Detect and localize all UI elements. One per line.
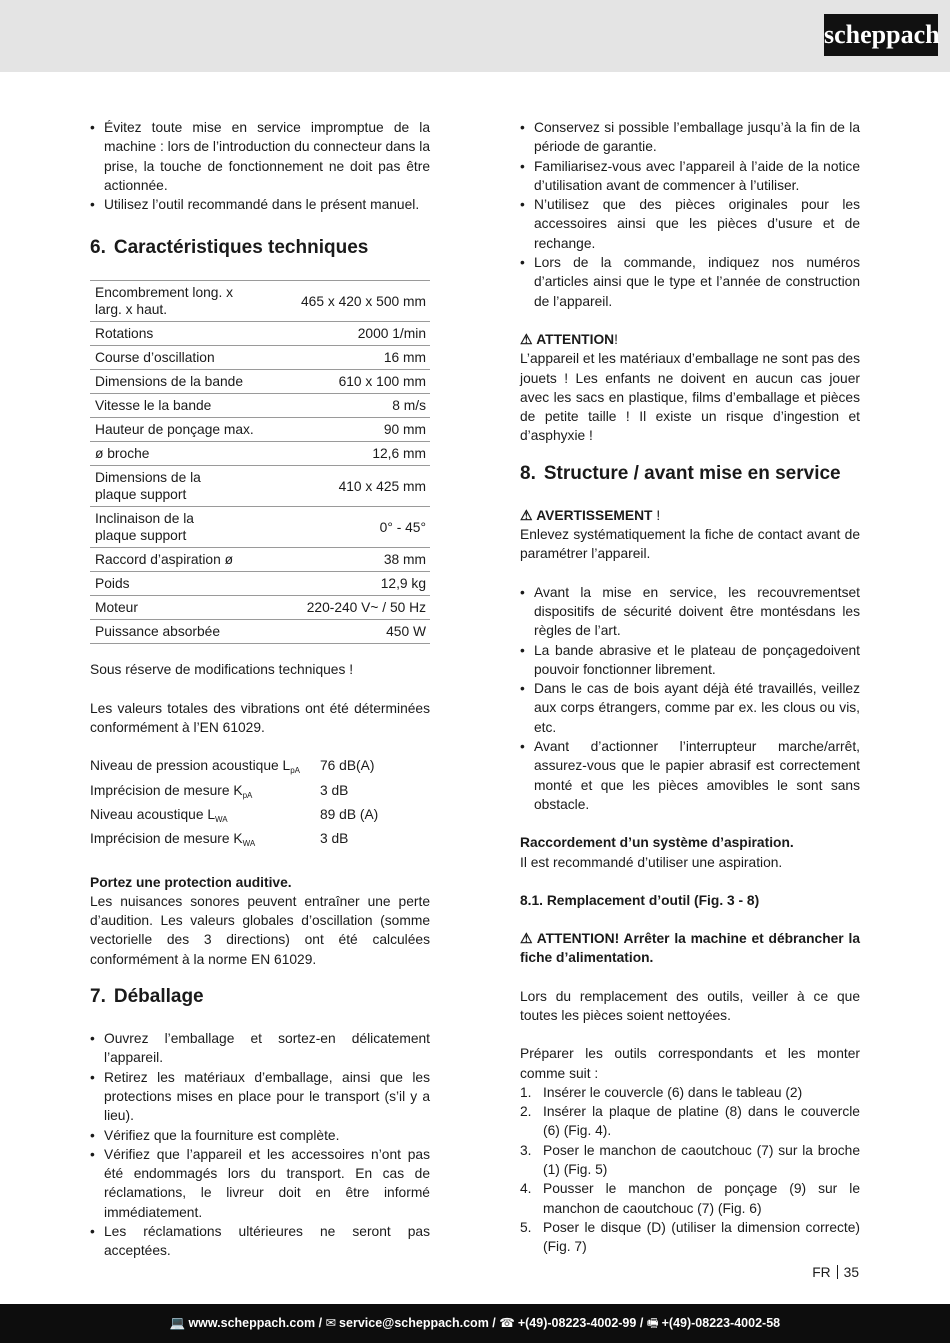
spec-label: ø broche (90, 442, 296, 466)
scheppach-logo: scheppach (824, 14, 938, 56)
page-num: 35 (843, 1265, 859, 1280)
spec-value: 12,9 kg (296, 572, 430, 596)
table-row (90, 418, 430, 442)
list-item: • Les réclamations ultérieures ne seront pas acceptées. (90, 1222, 430, 1261)
reserve-note: Sous réserve de modifications techniques ! (90, 662, 354, 678)
spec-value: 465 x 420 x 500 mm (296, 281, 430, 322)
acoustic-row (90, 781, 430, 805)
list-item: • Lors de la commande, indiquez nos numéros d’articles ainsi que le type et l’année de construction de l’appareil. (520, 253, 860, 311)
section-7-heading: 7. Déballage (90, 986, 204, 1008)
clean-text: Lors du remplacement des outils, veiller à ce que toutes les pièces soient nettoyées. (520, 988, 860, 1023)
spec-value: 450 W (296, 620, 430, 644)
spec-label: Dimensions de la plaque support (90, 466, 296, 507)
aspiration-title: Raccordement d’un système d’aspiration. (520, 835, 794, 851)
list-item: • La bande abrasive et le plateau de ponçagedoivent pouvoir fonctionner librement. (520, 641, 860, 680)
spec-value: 410 x 425 mm (296, 466, 430, 507)
list-item: 3. Poser le manchon de caoutchouc (7) sur la broche (1) (Fig. 5) (520, 1142, 860, 1178)
footer-website-link[interactable]: www.scheppach.com (188, 1316, 316, 1330)
table-row (90, 322, 430, 346)
spec-label: Moteur (90, 596, 296, 620)
right-column (520, 118, 860, 1257)
acoustic-label: Niveau acoustique L (90, 806, 216, 822)
acoustic-sub: pA (290, 766, 300, 776)
table-row (90, 620, 430, 644)
acoustic-value: 89 dB (A) (320, 806, 379, 822)
spec-value: 16 mm (296, 346, 430, 370)
list-item: • Vérifiez que la fourniture est complète. (90, 1126, 430, 1145)
warning-triangle-icon: ⚠ (520, 507, 533, 523)
table-row (90, 507, 430, 548)
spec-value: 610 x 100 mm (296, 370, 430, 394)
list-item: • Conservez si possible l’emballage jusqu’à la fin de la période de garantie. (520, 118, 860, 157)
list-item: 2. Insérer la plaque de platine (8) dans le couvercle (6) (Fig. 4). (520, 1104, 860, 1139)
list-item: • Avant d’actionner l’interrupteur marche/arrêt, assurez-vous que le papier abrasif est correctement monté et que les pièces amovibles le sont sans obstacle. (520, 737, 860, 814)
spec-value: 38 mm (296, 548, 430, 572)
aspiration-text: Il est recommandé d’utiliser une aspiration. (520, 854, 783, 870)
steps-list (520, 1083, 860, 1257)
list-item: • Ouvrez l’emballage et sortez-en délicatement l’appareil. (90, 1029, 430, 1068)
table-row (90, 466, 430, 507)
phone-icon: ☎ (499, 1316, 515, 1330)
acoustic-value: 3 dB (320, 782, 349, 798)
acoustic-row (90, 805, 430, 829)
left-column (90, 118, 430, 1261)
acoustic-value: 76 dB(A) (320, 758, 375, 774)
attention-text: L’appareil et les matériaux d’emballage ne sont pas des jouets ! Les enfants ne doivent en aucun cas jouer avec les sacs en plastique, films d’emballage et pièces de petite taille ! Il existe un risque d’ingestion et d’asphyxie ! (520, 351, 860, 444)
computer-icon: 💻 (169, 1316, 186, 1330)
footer-separator: / (492, 1316, 496, 1330)
spec-label: Raccord d’aspiration ø (90, 548, 296, 572)
acoustic-label: Imprécision de mesure K (90, 782, 243, 798)
list-item: • Dans le cas de bois ayant déjà été travaillés, veillez aux corps étrangers, comme par ex. les clous ou vis, etc. (520, 679, 860, 737)
footer-separator: / (639, 1316, 644, 1330)
spec-value: 2000 1/min (296, 322, 430, 346)
list-item: 5. Poser le disque (D) (utiliser la dimension correcte) (Fig. 7) (520, 1219, 860, 1255)
unpack-bullet-list (90, 1029, 430, 1261)
header-bar (0, 0, 950, 72)
acoustic-sub: WA (242, 839, 256, 849)
footer-phone: +(49)-08223-4002-99 (517, 1316, 637, 1330)
spec-label: Inclinaison de la plaque support (90, 507, 296, 548)
acoustic-row (90, 756, 430, 780)
spec-value: 0° - 45° (296, 507, 430, 548)
warning-text: Enlevez systématiquement la fiche de contact avant de paramétrer l’appareil. (520, 527, 860, 562)
mail-icon: ✉ (325, 1316, 337, 1330)
warning-triangle-icon: ⚠ (520, 331, 533, 347)
table-row (90, 370, 430, 394)
list-item: 1. Insérer le couvercle (6) dans le tableau (2) (520, 1084, 803, 1100)
list-item: • Évitez toute mise en service impromptue de la machine : lors de l’introduction du connecteur dans la prise, la touche de fonctionnement ne doit pas être actionnée. (90, 118, 430, 195)
table-row (90, 596, 430, 620)
table-row (90, 281, 430, 322)
page-number (812, 1265, 859, 1280)
acoustic-row (90, 829, 430, 853)
list-item: 4. Pousser le manchon de ponçage (9) sur le manchon de caoutchouc (7) (Fig. 6) (520, 1181, 860, 1216)
list-item: • Retirez les matériaux d’emballage, ainsi que les protections mises en place pour le transport (s’il y a lieu). (90, 1068, 430, 1126)
list-item: • N’utilisez que des pièces originales pour les accessoires ainsi que les pièces d’usure et de rechange. (520, 195, 860, 253)
fax-icon: 🖷 (646, 1316, 659, 1330)
prepare-text: Préparer les outils correspondants et les monter comme suit : (520, 1046, 860, 1081)
table-row (90, 394, 430, 418)
section-6-heading: 6. Caractéristiques techniques (90, 237, 369, 259)
subsection-8-1-heading: 8.1. Remplacement d’outil (Fig. 3 - 8) (520, 892, 760, 908)
spec-value: 220-240 V~ / 50 Hz (296, 596, 430, 620)
spec-label: Poids (90, 572, 296, 596)
spec-label: Encombrement long. x larg. x haut. (90, 281, 296, 322)
list-item: • Avant la mise en service, les recouvrementset dispositifs de sécurité doivent être montésdans les règles de l’art. (520, 583, 860, 641)
list-item: • Utilisez l’outil recommandé dans le présent manuel. (90, 195, 430, 214)
intro-bullet-list (90, 118, 430, 214)
spec-label: Puissance absorbée (90, 620, 296, 644)
spec-label: Course d’oscillation (90, 346, 296, 370)
acoustic-label: Niveau de pression acoustique L (90, 758, 291, 774)
spec-label: Hauteur de ponçage max. (90, 418, 296, 442)
page-lang: FR (812, 1265, 831, 1280)
vibrations-text: Les valeurs totales des vibrations ont été déterminées conformément à l’EN 61029. (90, 700, 430, 736)
attention-2: ⚠ ATTENTION! Arrêter la machine et débrancher la fiche d’alimentation. (520, 931, 860, 966)
spec-value: 12,6 mm (296, 442, 430, 466)
footer-bar (0, 1304, 950, 1343)
spec-value: 90 mm (296, 418, 430, 442)
spec-table (90, 280, 430, 644)
warning-triangle-icon: ⚠ (520, 931, 533, 947)
table-row (90, 548, 430, 572)
table-row (90, 346, 430, 370)
acoustic-sub: pA (242, 790, 253, 800)
package-bullet-list (520, 118, 860, 311)
spec-label: Vitesse le la bande (90, 394, 296, 418)
protection-title: Portez une protection auditive. (90, 874, 292, 890)
acoustic-label: Imprécision de mesure K (90, 831, 243, 847)
footer-email-link[interactable]: service@scheppach.com (339, 1316, 489, 1330)
table-row (90, 572, 430, 596)
setup-bullet-list (520, 583, 860, 815)
footer-separator: / (318, 1316, 323, 1330)
protection-text: Les nuisances sonores peuvent entraîner une perte d’audition. Les valeurs globales d’oscillation (somme vectorielle des 3 directions) ont été calculées conformément à la norme EN 61029. (90, 893, 430, 967)
acoustic-sub: WA (215, 814, 228, 824)
acoustic-values (90, 756, 430, 853)
warning-heading: ⚠ AVERTISSEMENT ! (520, 506, 860, 525)
footer-fax: +(49)-08223-4002-58 (661, 1316, 781, 1330)
spec-value: 8 m/s (296, 394, 430, 418)
acoustic-value: 3 dB (320, 831, 349, 847)
section-8-heading: 8. Structure / avant mise en service (520, 462, 841, 484)
spec-label: Rotations (90, 322, 296, 346)
list-item: • Vérifiez que l’appareil et les accessoires n’ont pas été endommagés lors du transport. En cas de réclamations, le livreur doit en être informé immédiatement. (90, 1145, 430, 1222)
table-row (90, 442, 430, 466)
spec-label: Dimensions de la bande (90, 370, 296, 394)
attention-heading: ⚠ ATTENTION! (520, 330, 860, 349)
list-item: • Familiarisez-vous avec l’appareil à l’aide de la notice d’utilisation avant de commencer à l’utiliser. (520, 157, 860, 196)
